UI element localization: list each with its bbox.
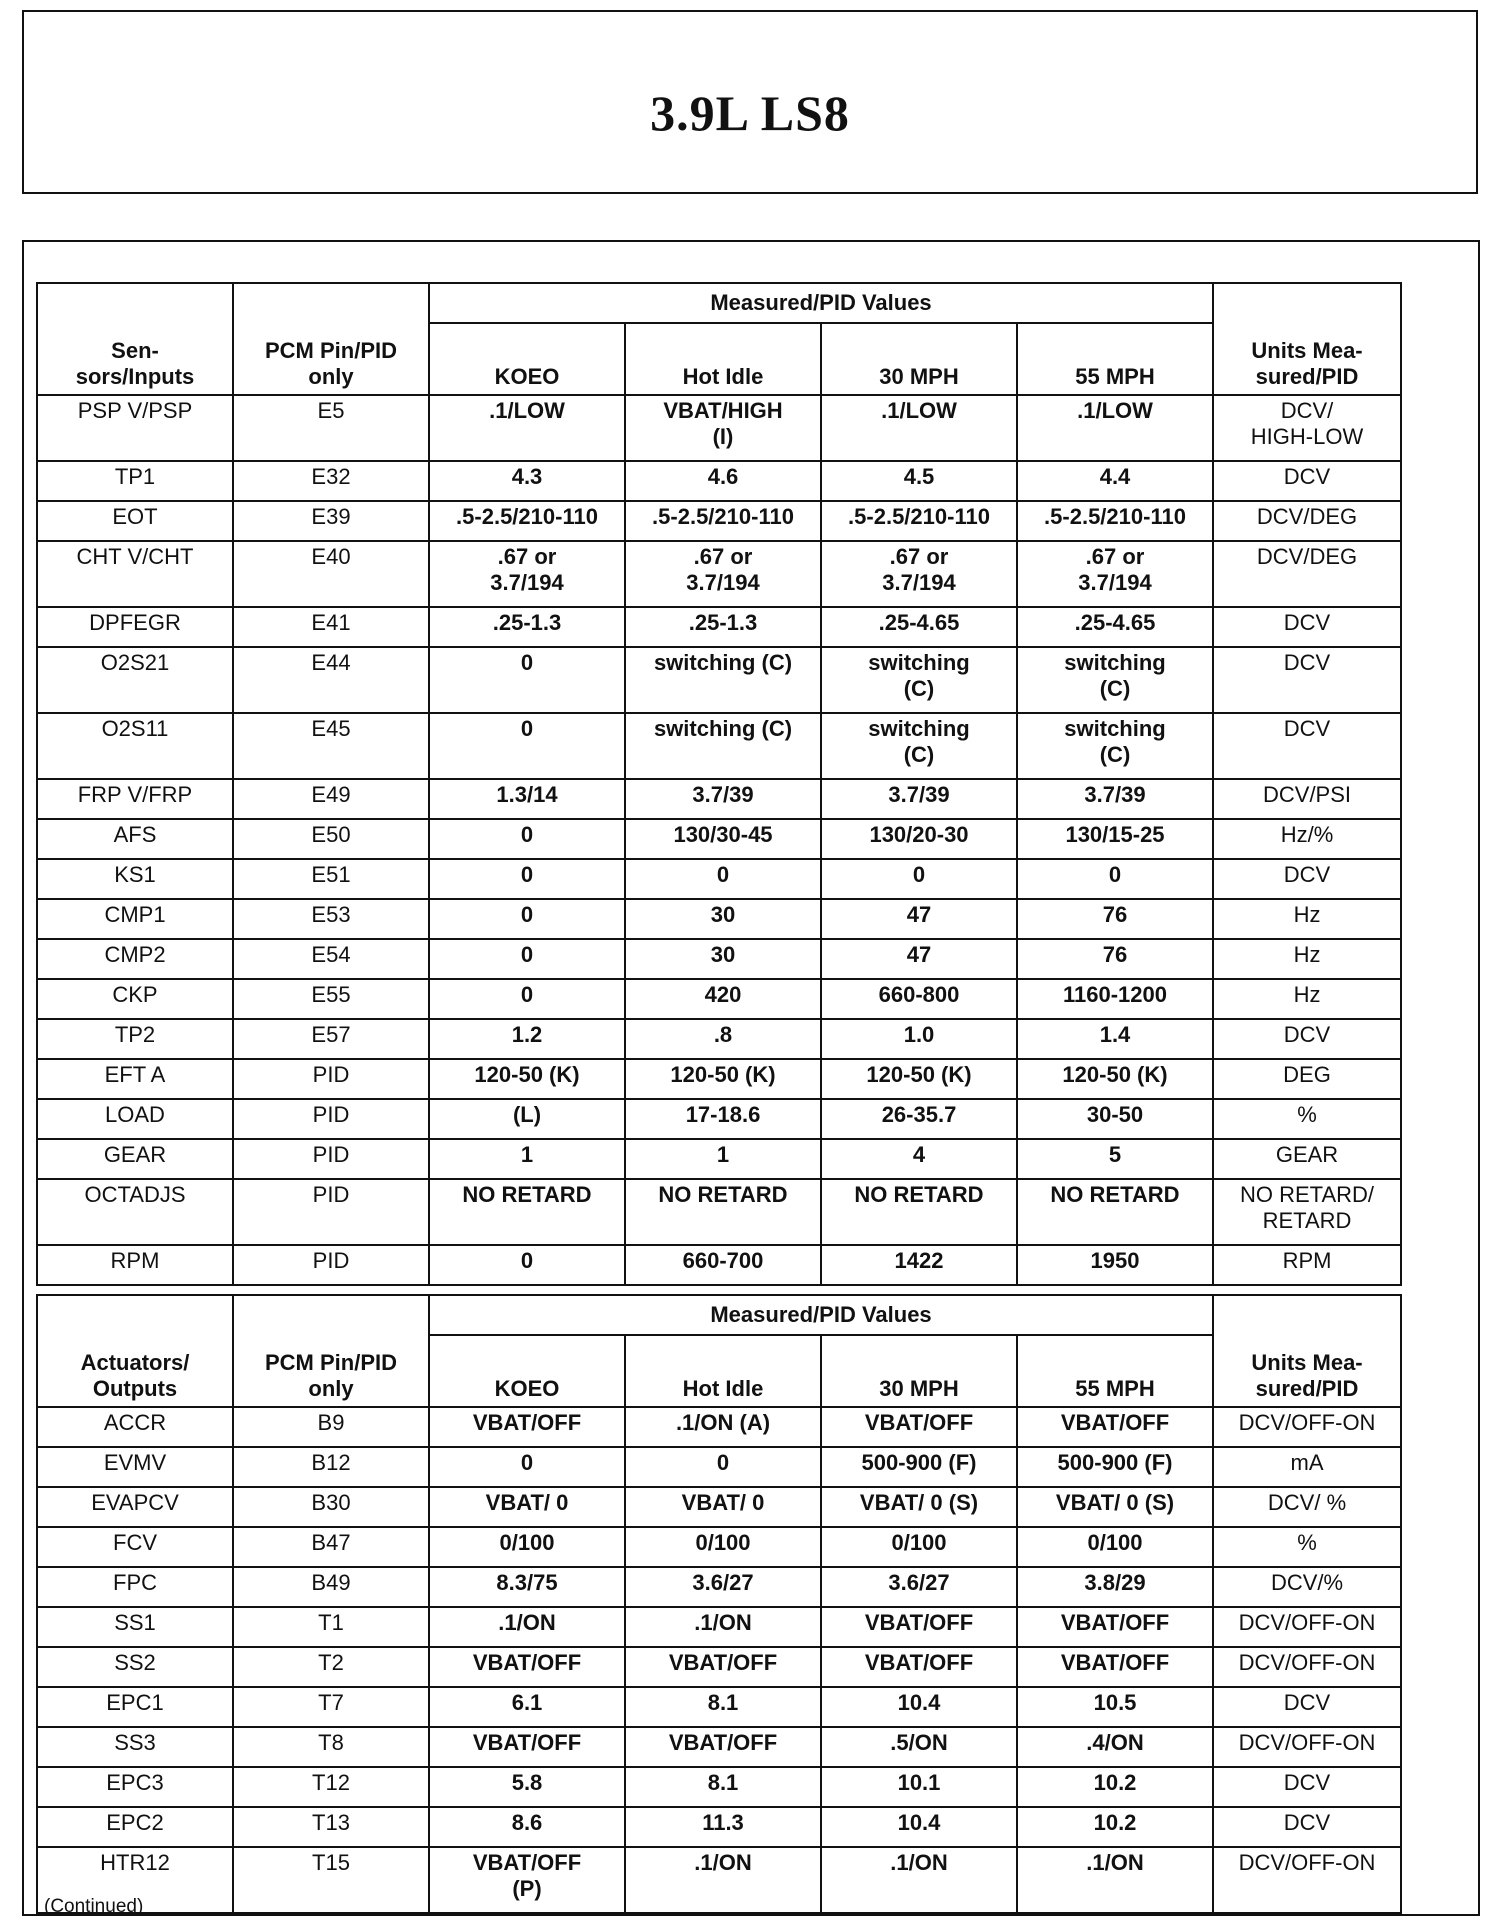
- col-pcm-pin: [233, 1295, 429, 1407]
- cell-units: %: [1213, 1099, 1401, 1139]
- cell-55-mph: .1/LOW: [1017, 395, 1213, 461]
- cell-name: CMP2: [37, 939, 233, 979]
- cell-30-mph: 0/100: [821, 1527, 1017, 1567]
- cell-koeo: .67 or 3.7/194: [429, 541, 625, 607]
- table-row: [37, 1807, 1401, 1847]
- cell-units: DCV: [1213, 1767, 1401, 1807]
- cell-units: DCV/DEG: [1213, 501, 1401, 541]
- cell-pin: E50: [233, 819, 429, 859]
- col-koeo: KOEO: [429, 323, 625, 395]
- cell-name: OCTADJS: [37, 1179, 233, 1245]
- cell-pin: T8: [233, 1727, 429, 1767]
- cell-55-mph: 130/15-25: [1017, 819, 1213, 859]
- cell-hot-idle: 0: [625, 859, 821, 899]
- cell-pin: E49: [233, 779, 429, 819]
- cell-koeo: 4.3: [429, 461, 625, 501]
- cell-55-mph: .5-2.5/210-110: [1017, 501, 1213, 541]
- cell-55-mph: 500-900 (F): [1017, 1447, 1213, 1487]
- cell-55-mph: 1950: [1017, 1245, 1213, 1285]
- cell-30-mph: 47: [821, 939, 1017, 979]
- cell-units: DCV: [1213, 859, 1401, 899]
- cell-hot-idle: 17-18.6: [625, 1099, 821, 1139]
- cell-name: FPC: [37, 1567, 233, 1607]
- table-row: [37, 395, 1401, 461]
- cell-30-mph: 1422: [821, 1245, 1017, 1285]
- cell-pin: B49: [233, 1567, 429, 1607]
- cell-units: GEAR: [1213, 1139, 1401, 1179]
- cell-30-mph: 10.1: [821, 1767, 1017, 1807]
- cell-hot-idle: VBAT/OFF: [625, 1647, 821, 1687]
- table-row: [37, 1245, 1401, 1285]
- cell-koeo: 1.3/14: [429, 779, 625, 819]
- cell-hot-idle: 660-700: [625, 1245, 821, 1285]
- cell-name: TP1: [37, 461, 233, 501]
- cell-units: DCV: [1213, 647, 1401, 713]
- cell-pin: E5: [233, 395, 429, 461]
- cell-pin: PID: [233, 1245, 429, 1285]
- cell-pin: B47: [233, 1527, 429, 1567]
- cell-hot-idle: .1/ON (A): [625, 1407, 821, 1447]
- cell-name: HTR12: [37, 1847, 233, 1913]
- cell-pin: E40: [233, 541, 429, 607]
- col-hot-idle: Hot Idle: [625, 1335, 821, 1407]
- cell-55-mph: 10.5: [1017, 1687, 1213, 1727]
- cell-55-mph: 30-50: [1017, 1099, 1213, 1139]
- cell-name: EVMV: [37, 1447, 233, 1487]
- cell-koeo: 0: [429, 939, 625, 979]
- cell-units: Hz: [1213, 939, 1401, 979]
- cell-units: DCV: [1213, 1807, 1401, 1847]
- col-units-label: Units Mea- sured/PID: [1251, 1350, 1363, 1401]
- cell-koeo: 5.8: [429, 1767, 625, 1807]
- cell-koeo: 8.3/75: [429, 1567, 625, 1607]
- cell-name: ACCR: [37, 1407, 233, 1447]
- cell-koeo: 0: [429, 899, 625, 939]
- col-30-mph: 30 MPH: [821, 323, 1017, 395]
- col-pcm-pin-label: PCM Pin/PID only: [264, 338, 397, 389]
- cell-55-mph: VBAT/ 0 (S): [1017, 1487, 1213, 1527]
- cell-pin: E57: [233, 1019, 429, 1059]
- cell-units: DCV/OFF-ON: [1213, 1847, 1401, 1913]
- cell-name: SS2: [37, 1647, 233, 1687]
- cell-koeo: VBAT/OFF: [429, 1727, 625, 1767]
- col-hot-idle: Hot Idle: [625, 323, 821, 395]
- cell-pin: PID: [233, 1179, 429, 1245]
- cell-name: CKP: [37, 979, 233, 1019]
- cell-name: GEAR: [37, 1139, 233, 1179]
- cell-koeo: .1/ON: [429, 1607, 625, 1647]
- cell-pin: PID: [233, 1099, 429, 1139]
- cell-55-mph: 1.4: [1017, 1019, 1213, 1059]
- cell-koeo: 0: [429, 1245, 625, 1285]
- cell-hot-idle: VBAT/HIGH (I): [625, 395, 821, 461]
- cell-hot-idle: .5-2.5/210-110: [625, 501, 821, 541]
- cell-pin: T2: [233, 1647, 429, 1687]
- cell-pin: PID: [233, 1139, 429, 1179]
- col-30-mph: 30 MPH: [821, 1335, 1017, 1407]
- table-row: [37, 1059, 1401, 1099]
- cell-55-mph: VBAT/OFF: [1017, 1647, 1213, 1687]
- actuators-outputs-table: [36, 1294, 1402, 1914]
- cell-hot-idle: .1/ON: [625, 1847, 821, 1913]
- cell-pin: E54: [233, 939, 429, 979]
- cell-units: DCV/OFF-ON: [1213, 1647, 1401, 1687]
- cell-30-mph: VBAT/OFF: [821, 1647, 1017, 1687]
- sensors-inputs-table: [36, 282, 1402, 1286]
- table-row: [37, 1527, 1401, 1567]
- cell-30-mph: .1/LOW: [821, 395, 1017, 461]
- cell-30-mph: VBAT/ 0 (S): [821, 1487, 1017, 1527]
- cell-koeo: VBAT/OFF: [429, 1647, 625, 1687]
- cell-name: EVAPCV: [37, 1487, 233, 1527]
- cell-pin: T12: [233, 1767, 429, 1807]
- table-row: [37, 1099, 1401, 1139]
- cell-30-mph: 4: [821, 1139, 1017, 1179]
- cell-name: O2S11: [37, 713, 233, 779]
- table-row: [37, 1607, 1401, 1647]
- col-units: [1213, 283, 1401, 395]
- table-row: [37, 461, 1401, 501]
- cell-55-mph: 1160-1200: [1017, 979, 1213, 1019]
- cell-hot-idle: NO RETARD: [625, 1179, 821, 1245]
- cell-pin: E41: [233, 607, 429, 647]
- col-units-label: Units Mea- sured/PID: [1251, 338, 1363, 389]
- cell-30-mph: NO RETARD: [821, 1179, 1017, 1245]
- cell-units: DCV/%: [1213, 1567, 1401, 1607]
- cell-30-mph: .5-2.5/210-110: [821, 501, 1017, 541]
- cell-name: SS3: [37, 1727, 233, 1767]
- cell-units: DCV: [1213, 713, 1401, 779]
- title-box: [22, 10, 1478, 194]
- cell-pin: E44: [233, 647, 429, 713]
- cell-koeo: (L): [429, 1099, 625, 1139]
- cell-koeo: VBAT/OFF (P): [429, 1847, 625, 1913]
- cell-koeo: .1/LOW: [429, 395, 625, 461]
- table-row: [37, 819, 1401, 859]
- cell-units: DCV/DEG: [1213, 541, 1401, 607]
- cell-pin: E55: [233, 979, 429, 1019]
- cell-pin: E32: [233, 461, 429, 501]
- cell-hot-idle: 0/100: [625, 1527, 821, 1567]
- cell-name: FRP V/FRP: [37, 779, 233, 819]
- cell-units: Hz: [1213, 899, 1401, 939]
- cell-pin: B30: [233, 1487, 429, 1527]
- cell-name: EFT A: [37, 1059, 233, 1099]
- cell-name: EPC1: [37, 1687, 233, 1727]
- table-row: [37, 1487, 1401, 1527]
- table-row: [37, 1019, 1401, 1059]
- table-row: [37, 501, 1401, 541]
- cell-units: DCV: [1213, 461, 1401, 501]
- cell-55-mph: 10.2: [1017, 1767, 1213, 1807]
- table-row: [37, 1687, 1401, 1727]
- cell-55-mph: 120-50 (K): [1017, 1059, 1213, 1099]
- table-row: [37, 1139, 1401, 1179]
- cell-hot-idle: 4.6: [625, 461, 821, 501]
- continued-note: (Continued): [44, 1896, 144, 1917]
- cell-hot-idle: 130/30-45: [625, 819, 821, 859]
- cell-hot-idle: 1: [625, 1139, 821, 1179]
- cell-30-mph: .25-4.65: [821, 607, 1017, 647]
- cell-hot-idle: .67 or 3.7/194: [625, 541, 821, 607]
- table-row: [37, 1647, 1401, 1687]
- cell-hot-idle: 0: [625, 1447, 821, 1487]
- cell-koeo: .5-2.5/210-110: [429, 501, 625, 541]
- cell-units: DCV/ HIGH-LOW: [1213, 395, 1401, 461]
- cell-55-mph: 0: [1017, 859, 1213, 899]
- table-row: [37, 607, 1401, 647]
- cell-pin: B12: [233, 1447, 429, 1487]
- measured-pid-values-header: Measured/PID Values: [429, 1295, 1213, 1335]
- cell-55-mph: VBAT/OFF: [1017, 1407, 1213, 1447]
- cell-30-mph: 10.4: [821, 1807, 1017, 1847]
- cell-hot-idle: 11.3: [625, 1807, 821, 1847]
- col-koeo: KOEO: [429, 1335, 625, 1407]
- cell-pin: PID: [233, 1059, 429, 1099]
- cell-hot-idle: switching (C): [625, 713, 821, 779]
- cell-hot-idle: 8.1: [625, 1687, 821, 1727]
- cell-name: LOAD: [37, 1099, 233, 1139]
- cell-pin: E39: [233, 501, 429, 541]
- cell-name: EPC3: [37, 1767, 233, 1807]
- cell-koeo: 120-50 (K): [429, 1059, 625, 1099]
- cell-hot-idle: .8: [625, 1019, 821, 1059]
- cell-30-mph: VBAT/OFF: [821, 1607, 1017, 1647]
- table-row: [37, 859, 1401, 899]
- cell-name: O2S21: [37, 647, 233, 713]
- cell-units: NO RETARD/ RETARD: [1213, 1179, 1401, 1245]
- cell-55-mph: 10.2: [1017, 1807, 1213, 1847]
- cell-name: AFS: [37, 819, 233, 859]
- cell-pin: E51: [233, 859, 429, 899]
- table-row: [37, 647, 1401, 713]
- cell-units: DCV/OFF-ON: [1213, 1727, 1401, 1767]
- page-title: 3.9L LS8: [650, 85, 850, 141]
- cell-pin: E45: [233, 713, 429, 779]
- cell-55-mph: 76: [1017, 939, 1213, 979]
- table-row: [37, 1407, 1401, 1447]
- cell-55-mph: 5: [1017, 1139, 1213, 1179]
- cell-30-mph: 660-800: [821, 979, 1017, 1019]
- col-actuators-outputs-label: Actuators/ Outputs: [80, 1350, 190, 1401]
- cell-30-mph: 1.0: [821, 1019, 1017, 1059]
- cell-name: DPFEGR: [37, 607, 233, 647]
- cell-hot-idle: .25-1.3: [625, 607, 821, 647]
- col-pcm-pin-label: PCM Pin/PID only: [264, 1350, 397, 1401]
- cell-units: RPM: [1213, 1245, 1401, 1285]
- cell-55-mph: switching (C): [1017, 713, 1213, 779]
- table-row: [37, 1447, 1401, 1487]
- col-sensors-inputs: [37, 283, 233, 395]
- cell-hot-idle: switching (C): [625, 647, 821, 713]
- cell-units: DCV: [1213, 607, 1401, 647]
- measured-pid-values-header: Measured/PID Values: [429, 283, 1213, 323]
- col-actuators-outputs: [37, 1295, 233, 1407]
- cell-55-mph: 76: [1017, 899, 1213, 939]
- table-row: [37, 1179, 1401, 1245]
- col-units: [1213, 1295, 1401, 1407]
- cell-55-mph: .1/ON: [1017, 1847, 1213, 1913]
- cell-hot-idle: 120-50 (K): [625, 1059, 821, 1099]
- cell-units: %: [1213, 1527, 1401, 1567]
- cell-koeo: .25-1.3: [429, 607, 625, 647]
- cell-koeo: 0: [429, 647, 625, 713]
- cell-units: DCV: [1213, 1687, 1401, 1727]
- cell-55-mph: 3.8/29: [1017, 1567, 1213, 1607]
- table-row: [37, 939, 1401, 979]
- col-55-mph: 55 MPH: [1017, 323, 1213, 395]
- cell-units: DCV/OFF-ON: [1213, 1407, 1401, 1447]
- col-55-mph: 55 MPH: [1017, 1335, 1213, 1407]
- cell-name: KS1: [37, 859, 233, 899]
- cell-units: Hz/%: [1213, 819, 1401, 859]
- cell-koeo: 1: [429, 1139, 625, 1179]
- cell-55-mph: switching (C): [1017, 647, 1213, 713]
- cell-hot-idle: .1/ON: [625, 1607, 821, 1647]
- table-row: [37, 899, 1401, 939]
- col-pcm-pin: [233, 283, 429, 395]
- table-row: [37, 979, 1401, 1019]
- cell-pin: T7: [233, 1687, 429, 1727]
- cell-30-mph: .67 or 3.7/194: [821, 541, 1017, 607]
- cell-name: EPC2: [37, 1807, 233, 1847]
- cell-55-mph: .67 or 3.7/194: [1017, 541, 1213, 607]
- cell-30-mph: switching (C): [821, 713, 1017, 779]
- cell-55-mph: .4/ON: [1017, 1727, 1213, 1767]
- cell-pin: E53: [233, 899, 429, 939]
- cell-koeo: 0: [429, 859, 625, 899]
- cell-30-mph: 0: [821, 859, 1017, 899]
- table-row: [37, 779, 1401, 819]
- cell-30-mph: 120-50 (K): [821, 1059, 1017, 1099]
- cell-30-mph: VBAT/OFF: [821, 1407, 1017, 1447]
- cell-55-mph: 4.4: [1017, 461, 1213, 501]
- cell-name: FCV: [37, 1527, 233, 1567]
- cell-koeo: 0/100: [429, 1527, 625, 1567]
- cell-name: EOT: [37, 501, 233, 541]
- cell-koeo: NO RETARD: [429, 1179, 625, 1245]
- cell-55-mph: .25-4.65: [1017, 607, 1213, 647]
- cell-30-mph: 26-35.7: [821, 1099, 1017, 1139]
- table-row: [37, 1727, 1401, 1767]
- cell-55-mph: 3.7/39: [1017, 779, 1213, 819]
- table-row: [37, 1767, 1401, 1807]
- cell-hot-idle: 30: [625, 939, 821, 979]
- cell-pin: T13: [233, 1807, 429, 1847]
- cell-30-mph: 4.5: [821, 461, 1017, 501]
- cell-name: PSP V/PSP: [37, 395, 233, 461]
- cell-units: DCV/ %: [1213, 1487, 1401, 1527]
- table-row: [37, 1567, 1401, 1607]
- cell-hot-idle: 3.7/39: [625, 779, 821, 819]
- cell-koeo: VBAT/OFF: [429, 1407, 625, 1447]
- cell-hot-idle: 30: [625, 899, 821, 939]
- cell-name: CMP1: [37, 899, 233, 939]
- cell-name: RPM: [37, 1245, 233, 1285]
- cell-units: mA: [1213, 1447, 1401, 1487]
- cell-units: DCV: [1213, 1019, 1401, 1059]
- cell-pin: T15: [233, 1847, 429, 1913]
- cell-name: SS1: [37, 1607, 233, 1647]
- cell-koeo: 0: [429, 979, 625, 1019]
- cell-55-mph: 0/100: [1017, 1527, 1213, 1567]
- col-sensors-inputs-label: Sen- sors/Inputs: [75, 338, 195, 389]
- cell-55-mph: VBAT/OFF: [1017, 1607, 1213, 1647]
- cell-55-mph: NO RETARD: [1017, 1179, 1213, 1245]
- cell-units: Hz: [1213, 979, 1401, 1019]
- cell-30-mph: 47: [821, 899, 1017, 939]
- cell-hot-idle: 8.1: [625, 1767, 821, 1807]
- cell-koeo: 0: [429, 1447, 625, 1487]
- cell-30-mph: .1/ON: [821, 1847, 1017, 1913]
- cell-30-mph: 3.6/27: [821, 1567, 1017, 1607]
- table-row: [37, 1847, 1401, 1913]
- cell-hot-idle: 3.6/27: [625, 1567, 821, 1607]
- cell-pin: T1: [233, 1607, 429, 1647]
- cell-hot-idle: 420: [625, 979, 821, 1019]
- cell-hot-idle: VBAT/ 0: [625, 1487, 821, 1527]
- cell-koeo: 0: [429, 819, 625, 859]
- cell-koeo: 0: [429, 713, 625, 779]
- table-row: [37, 713, 1401, 779]
- cell-koeo: VBAT/ 0: [429, 1487, 625, 1527]
- cell-units: DEG: [1213, 1059, 1401, 1099]
- cell-30-mph: 130/20-30: [821, 819, 1017, 859]
- cell-koeo: 1.2: [429, 1019, 625, 1059]
- cell-30-mph: 500-900 (F): [821, 1447, 1017, 1487]
- cell-name: CHT V/CHT: [37, 541, 233, 607]
- cell-koeo: 6.1: [429, 1687, 625, 1727]
- cell-30-mph: 10.4: [821, 1687, 1017, 1727]
- table-row: [37, 541, 1401, 607]
- cell-units: DCV/PSI: [1213, 779, 1401, 819]
- cell-units: DCV/OFF-ON: [1213, 1607, 1401, 1647]
- cell-pin: B9: [233, 1407, 429, 1447]
- cell-30-mph: 3.7/39: [821, 779, 1017, 819]
- cell-30-mph: .5/ON: [821, 1727, 1017, 1767]
- cell-30-mph: switching (C): [821, 647, 1017, 713]
- cell-koeo: 8.6: [429, 1807, 625, 1847]
- cell-hot-idle: VBAT/OFF: [625, 1727, 821, 1767]
- cell-name: TP2: [37, 1019, 233, 1059]
